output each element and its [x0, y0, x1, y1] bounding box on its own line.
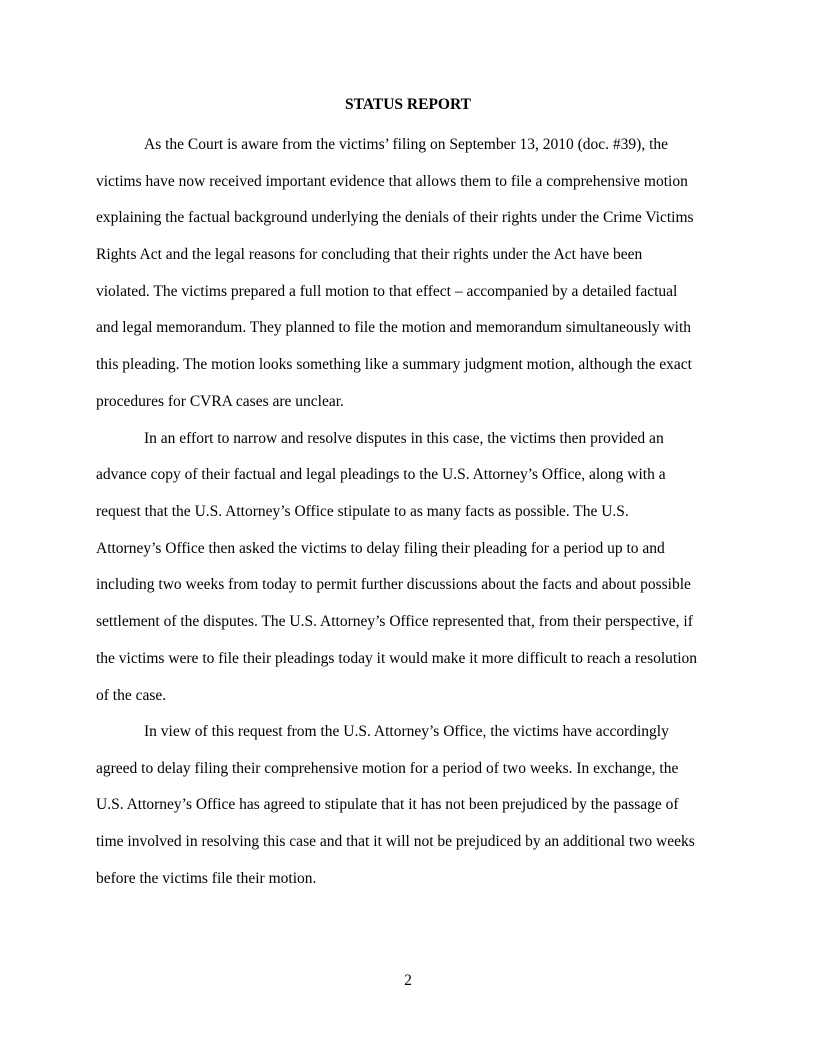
paragraph-3-line-5: before the victims file their motion. [96, 870, 317, 887]
page-title: STATUS REPORT [345, 96, 471, 113]
paragraph-3-line-2: agreed to delay filing their comprehensive motion for a period of two weeks. In exchange, the [96, 760, 679, 777]
paragraph-1-line-4: Rights Act and the legal reasons for concluding that their rights under the Act have been [96, 246, 643, 263]
paragraph-2-line-6: settlement of the disputes. The U.S. Attorney’s Office represented that, from their perspective, if [96, 613, 693, 630]
paragraph-2-line-5: including two weeks from today to permit further discussions about the facts and about possible [96, 576, 691, 593]
paragraph-2-line-2: advance copy of their factual and legal pleadings to the U.S. Attorney’s Office, along with a [96, 466, 666, 483]
paragraph-1-line-2: victims have now received important evidence that allows them to file a comprehensive motion [96, 173, 688, 190]
paragraph-2-line-1: In an effort to narrow and resolve disputes in this case, the victims then provided an [144, 430, 664, 447]
paragraph-3-line-1: In view of this request from the U.S. Attorney’s Office, the victims have accordingly [144, 723, 669, 740]
paragraph-2-line-4: Attorney’s Office then asked the victims to delay filing their pleading for a period up to and [96, 540, 665, 557]
paragraph-1-line-8: procedures for CVRA cases are unclear. [96, 393, 344, 410]
paragraph-2-line-3: request that the U.S. Attorney’s Office stipulate to as many facts as possible. The U.S. [96, 503, 629, 520]
paragraph-2-line-8: of the case. [96, 687, 167, 704]
paragraph-1-line-1: As the Court is aware from the victims’ filing on September 13, 2010 (doc. #39), the [144, 136, 669, 153]
paragraph-1-line-5: violated. The victims prepared a full motion to that effect – accompanied by a detailed factual [96, 283, 678, 300]
page-number: 2 [404, 972, 412, 989]
paragraph-1-line-6: and legal memorandum. They planned to file the motion and memorandum simultaneously with [96, 319, 692, 336]
paragraph-1-line-7: this pleading. The motion looks something like a summary judgment motion, although the exact [96, 356, 692, 373]
paragraph-2-line-7: the victims were to file their pleadings today it would make it more difficult to reach a resolution [96, 650, 698, 667]
paragraph-3-line-4: time involved in resolving this case and that it will not be prejudiced by an additional two weeks [96, 833, 695, 850]
paragraph-3-line-3: U.S. Attorney’s Office has agreed to stipulate that it has not been prejudiced by the passage of [96, 796, 679, 813]
paragraph-1-line-3: explaining the factual background underlying the denials of their rights under the Crime Victims [96, 209, 694, 226]
